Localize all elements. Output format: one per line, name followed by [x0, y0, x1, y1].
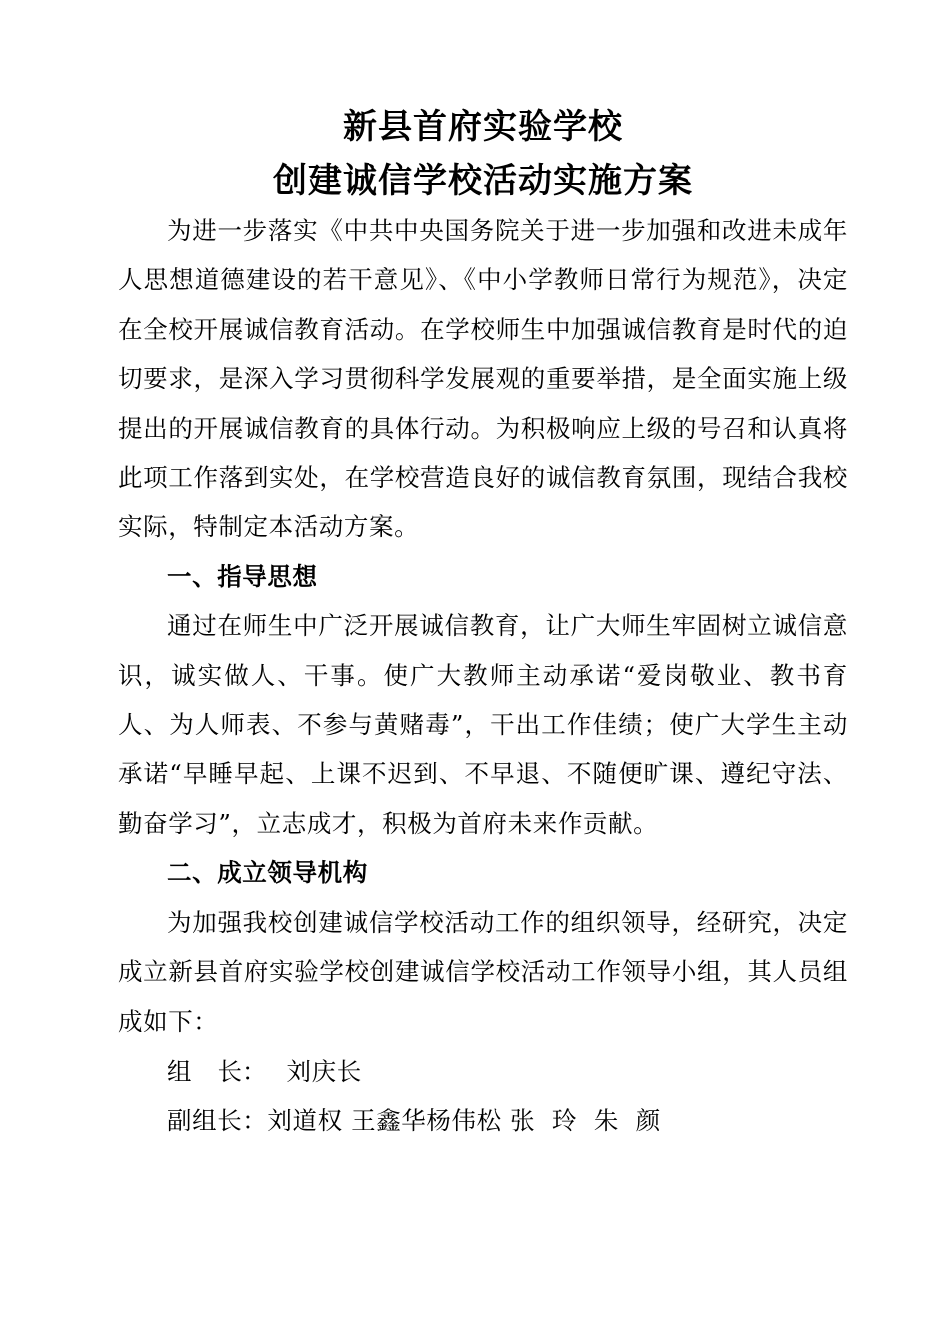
title-block	[118, 100, 848, 208]
document-page	[118, 100, 848, 1146]
section1-heading: 一、指导思想	[167, 561, 318, 591]
deputy-line	[118, 1096, 848, 1145]
deputy-label: 副组长：	[167, 1106, 268, 1136]
leader-label: 组 长：	[167, 1056, 267, 1086]
document-title-line2: 创建诚信学校活动实施方案	[273, 161, 693, 201]
intro-paragraph: 为进一步落实《中共中央国务院关于进一步加强和改进未成年人思想道德建设的若干意见》、《中小学教师日常行为规范》，决定在全校开展诚信教育活动。在学校师生中加强诚信教育是时代的迫切要求，是深入学习贯彻科学发展观的重要举措，是全面实施上级提出的开展诚信教育的具体行动。为积极响应上级的号召和认真将此项工作落到实处，在学校营造良好的诚信教育氛围，现结合我校实际，特制定本活动方案。	[118, 216, 848, 542]
section2-body: 为加强我校创建诚信学校活动工作的组织领导，经研究，决定成立新县首府实验学校创建诚信学校活动工作领导小组，其人员组成如下：	[118, 907, 848, 1036]
leader-line	[118, 1047, 848, 1096]
leader-name: 刘庆长	[286, 1056, 362, 1086]
deputy-names: 刘道权 王鑫华杨伟松 张 玲 朱 颜	[267, 1106, 661, 1136]
section1-body: 通过在师生中广泛开展诚信教育，让广大师生牢固树立诚信意识，诚实做人、干事。使广大教师主动承诺“爱岗敬业、教书育人、为人师表、不参与黄赌毒”，干出工作佳绩；使广大学生主动承诺“早睡早起、上课不迟到、不早退、不随便旷课、遵纪守法、勤奋学习”，立志成才，积极为首府未来作贡献。	[118, 611, 848, 838]
document-title-line1: 新县首府实验学校	[343, 107, 623, 147]
section2-heading: 二、成立领导机构	[167, 858, 368, 888]
